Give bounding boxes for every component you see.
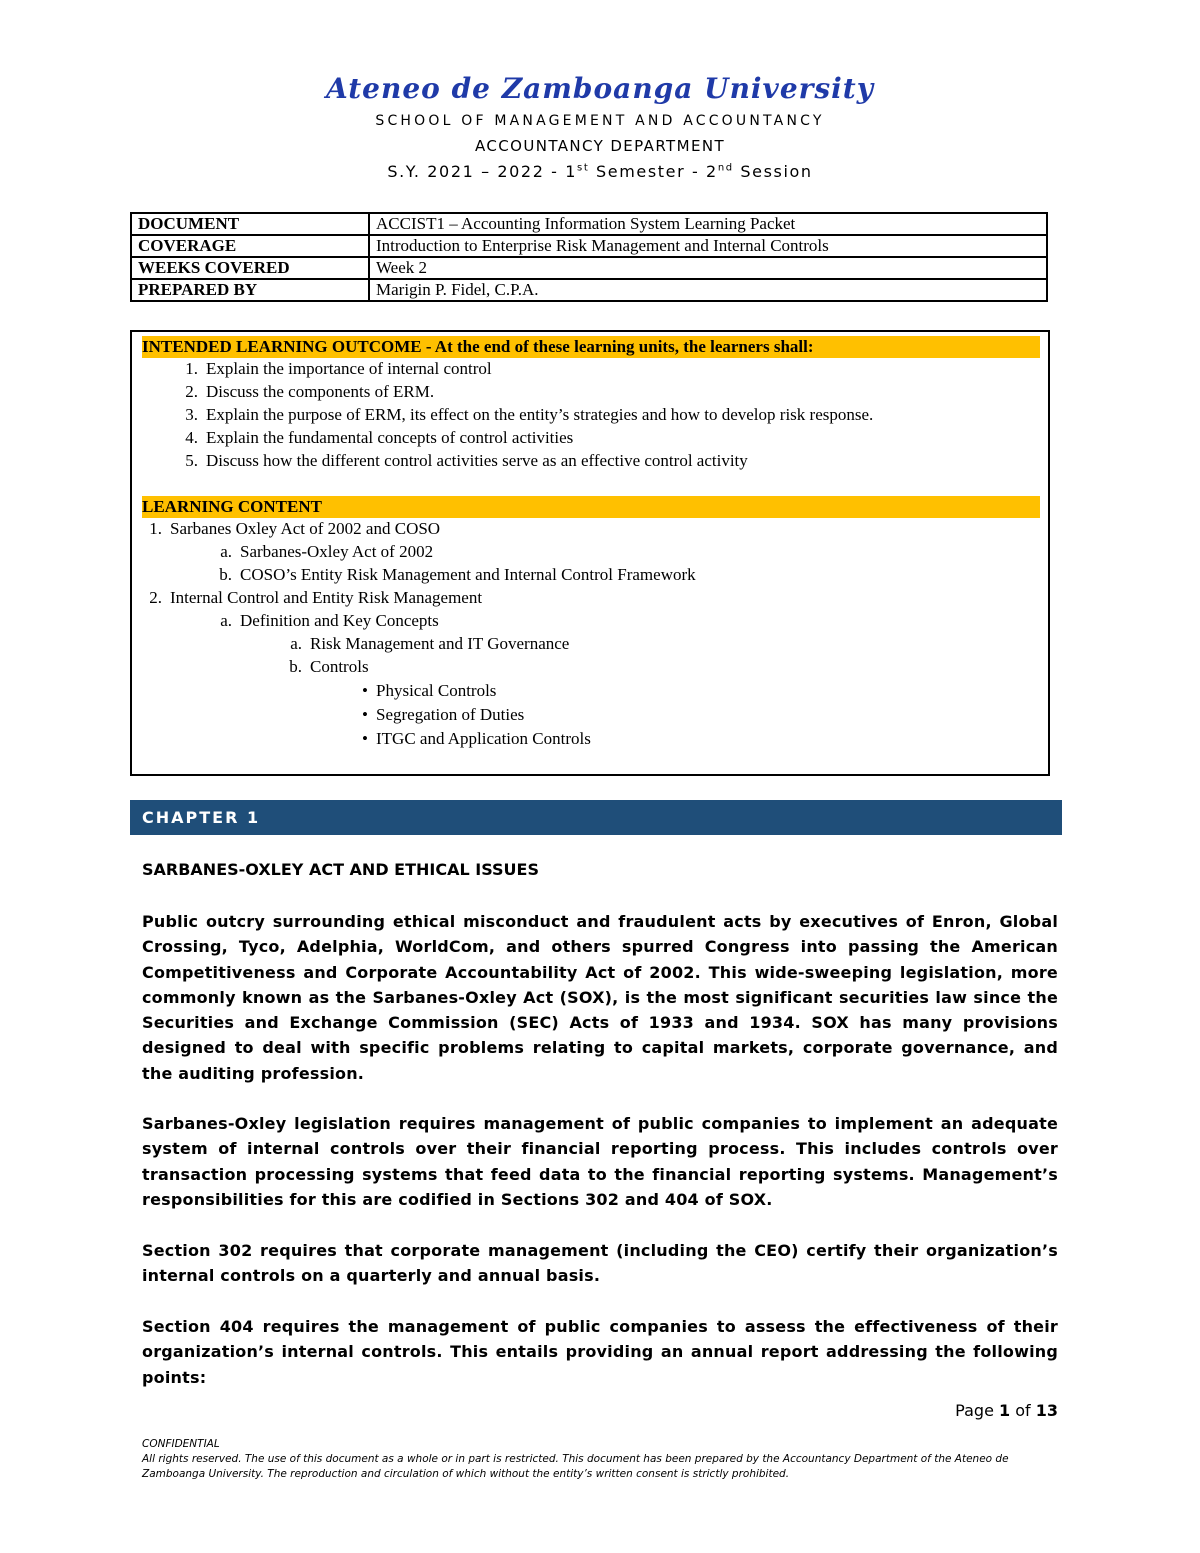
- page-total: 13: [1035, 1401, 1058, 1420]
- footer-confidential: CONFIDENTIAL: [142, 1438, 220, 1450]
- list-item: a. Definition and Key Concepts: [220, 611, 439, 630]
- list-item: 3. Explain the purpose of ERM, its effect on the entity’s strategies and how to develop risk response.: [185, 405, 874, 424]
- list-item: 1. Explain the importance of internal control: [185, 359, 492, 378]
- ilo-item-text: Explain the fundamental concepts of control activities: [206, 428, 574, 447]
- page-of: of: [1010, 1401, 1036, 1420]
- paragraph-1: [142, 909, 1058, 1086]
- content-item-text: ITGC and Application Controls: [376, 729, 591, 748]
- info-key: PREPARED BY: [131, 279, 369, 301]
- page-current: 1: [999, 1401, 1011, 1420]
- content-item-text: Definition and Key Concepts: [240, 611, 439, 630]
- list-item: a. Risk Management and IT Governance: [290, 634, 570, 653]
- sy-mid: Semester - 2: [589, 162, 718, 181]
- list-item: 4. Explain the fundamental concepts of control activities: [185, 428, 574, 447]
- info-key: WEEKS COVERED: [131, 257, 369, 279]
- table-row: [131, 235, 1047, 257]
- paragraph-4: Section 404 requires the management of public companies to assess the effectiveness of their organization’s internal controls. This entails providing an annual report addressing the following points:: [142, 1317, 1058, 1387]
- ilo-item-text: Discuss the components of ERM.: [206, 382, 435, 401]
- table-row: [131, 213, 1047, 235]
- content-item-text: Sarbanes-Oxley Act of 2002: [240, 542, 434, 561]
- content-item-text: Physical Controls: [376, 681, 497, 700]
- list-item: 2. Discuss the components of ERM.: [185, 382, 435, 401]
- footer: [142, 1437, 1060, 1482]
- chapter-label: CHAPTER 1: [142, 808, 261, 827]
- info-key: DOCUMENT: [131, 213, 369, 235]
- university-name: Ateneo de Zamboanga University: [326, 72, 874, 105]
- content-item-text: Sarbanes Oxley Act of 2002 and COSO: [170, 519, 441, 538]
- content-item-text: Risk Management and IT Governance: [310, 634, 570, 653]
- list-item: • ITGC and Application Controls: [362, 729, 591, 748]
- sox-emphasis: Sarbanes-Oxley Act (SOX),: [372, 987, 619, 1007]
- document-info-table: [130, 212, 1048, 302]
- table-row: [131, 279, 1047, 301]
- list-item: • Physical Controls: [362, 681, 497, 700]
- section-title: SARBANES-OXLEY ACT AND ETHICAL ISSUES: [142, 860, 539, 879]
- school-name: SCHOOL OF MANAGEMENT AND ACCOUNTANCY: [375, 113, 825, 129]
- sy-prefix: S.Y. 2021 – 2022 - 1: [387, 162, 578, 181]
- list-item: b. Controls: [289, 657, 369, 676]
- info-value: Introduction to Enterprise Risk Management and Internal Controls: [369, 235, 1047, 257]
- paragraph-text: Public outcry surrounding ethical misconduct and fraudulent acts by executives of Enron, Global Crossing, Tyco, Adelphia, WorldCom, and others spurred Congress into passing the American Competitiveness and Corporate Accountability Act of 2002. This wide-sweeping legislation, more commonly known as the: [142, 912, 1058, 1007]
- page-label: Page: [955, 1401, 999, 1420]
- content-item-text: Segregation of Duties: [376, 705, 525, 724]
- learning-content-heading: LEARNING CONTENT: [142, 496, 1040, 518]
- list-item: • Segregation of Duties: [362, 705, 525, 724]
- table-row: [131, 257, 1047, 279]
- learning-outcomes-box: [130, 330, 1050, 776]
- sy-sup-first: st: [577, 162, 590, 174]
- sy-sup-second: nd: [717, 162, 734, 174]
- ilo-item-text: Discuss how the different control activities serve as an effective control activity: [206, 451, 748, 470]
- school-year-line: [0, 162, 1200, 181]
- info-value: Week 2: [369, 257, 1047, 279]
- paragraph-3: Section 302 requires that corporate management (including the CEO) certify their organization’s internal controls on a quarterly and annual basis.: [142, 1241, 1058, 1286]
- info-value: ACCIST1 – Accounting Information System Learning Packet: [369, 213, 1047, 235]
- footer-notice: All rights reserved. The use of this document as a whole or in part is restricted. This document has been prepared by the Accountancy Department of the Ateneo de Zamboanga University. The reproduction and circulation of which without the entity’s written consent is strictly prohibited.: [142, 1453, 1009, 1480]
- department-name: ACCOUNTANCY DEPARTMENT: [474, 137, 726, 155]
- sy-suffix: Session: [733, 162, 813, 181]
- ilo-heading: INTENDED LEARNING OUTCOME - At the end of these learning units, the learners shall:: [142, 336, 1040, 358]
- info-key: COVERAGE: [131, 235, 369, 257]
- chapter-banner: [130, 800, 1062, 835]
- ilo-item-text: Explain the purpose of ERM, its effect on the entity’s strategies and how to develop risk response.: [206, 405, 874, 424]
- list-item: b. COSO’s Entity Risk Management and Internal Control Framework: [219, 565, 696, 584]
- paragraph-text: is the most significant securities law since the Securities and Exchange Commission (SEC) Acts of 1933 and 1934. SOX has many provisions designed to deal with specific problems relating to capital markets, corporate governance, and the auditing profession.: [142, 987, 1058, 1083]
- paragraph-2: Sarbanes-Oxley legislation requires management of public companies to implement an adequate system of internal controls over their financial reporting process. This includes controls over transaction processing systems that feed data to the financial reporting systems. Management’s responsibilities for this are codified in Sections 302 and 404 of SOX.: [142, 1114, 1058, 1209]
- list-item: 5. Discuss how the different control activities serve as an effective control activity: [185, 451, 748, 470]
- list-item: 2. Internal Control and Entity Risk Management: [149, 588, 483, 607]
- list-item: 1. Sarbanes Oxley Act of 2002 and COSO: [149, 519, 441, 538]
- content-item-text: Internal Control and Entity Risk Management: [170, 588, 483, 607]
- content-item-text: COSO’s Entity Risk Management and Internal Control Framework: [240, 565, 696, 584]
- content-item-text: Controls: [310, 657, 369, 676]
- list-item: a. Sarbanes-Oxley Act of 2002: [220, 542, 434, 561]
- page-number: [900, 1401, 1058, 1420]
- ilo-item-text: Explain the importance of internal control: [206, 359, 492, 378]
- info-value: Marigin P. Fidel, C.P.A.: [369, 279, 1047, 301]
